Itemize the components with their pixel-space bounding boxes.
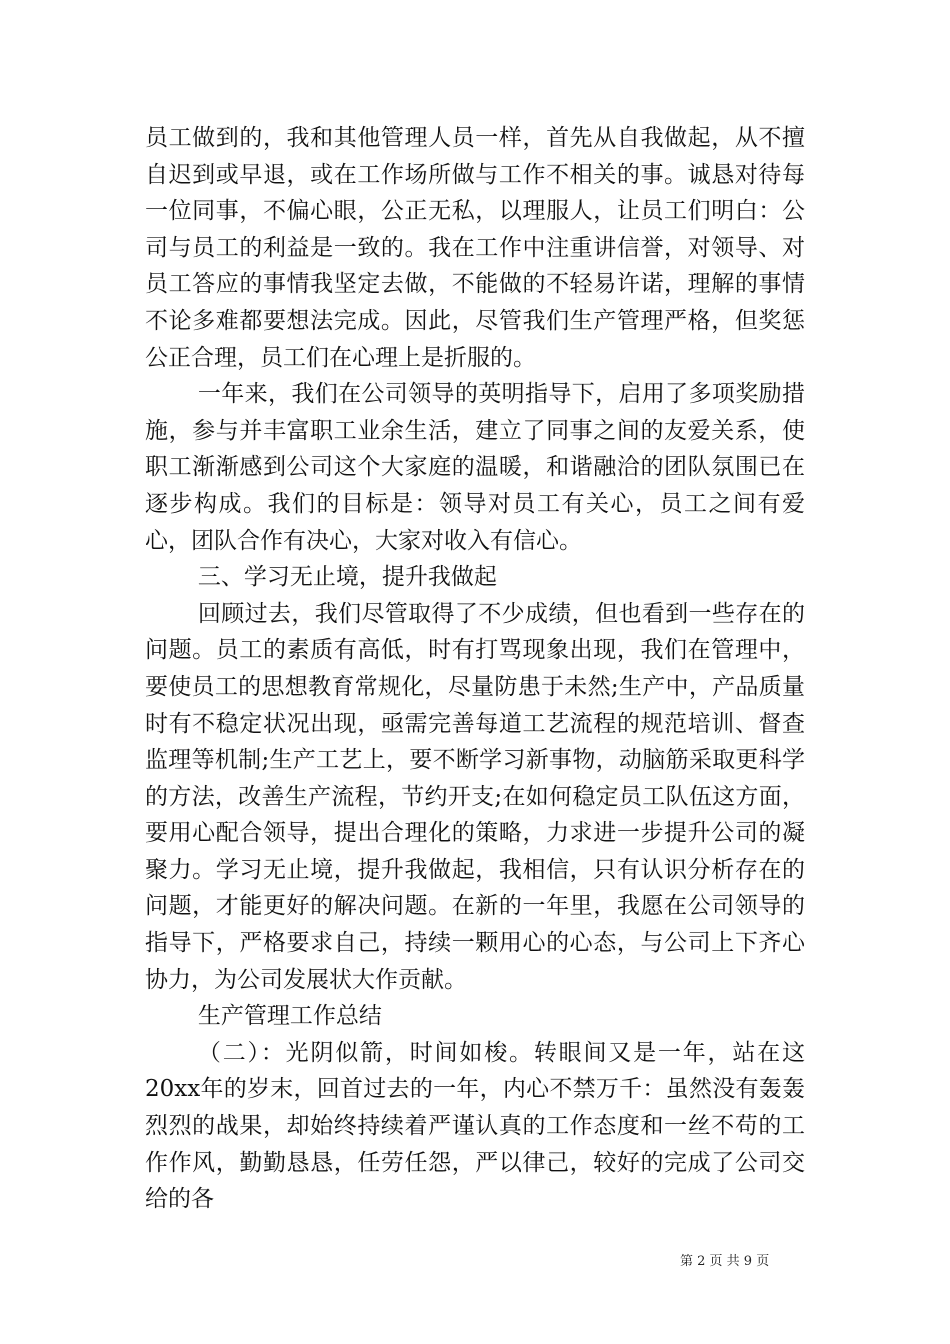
- paragraph-summary-two: （二）：光阴似箭，时间如梭。转眼间又是一年，站在这20xx年的岁末，回首过去的一年，内心不禁万千：虽然没有轰轰烈烈的战果，却始终持续着严谨认真的工作态度和一丝不苟的工作作风，勤勤恳恳，任劳任怨，严以律己，较好的完成了公司交给的各: [145, 1039, 805, 1213]
- section-heading-learning: 三、学习无止境，提升我做起: [197, 564, 497, 591]
- paragraph-review: 回顾过去，我们尽管取得了不少成绩，但也看到一些存在的问题。员工的素质有高低，时有打骂现象出现，我们在管理中，要使员工的思想教育常规化，尽量防患于未然;生产中，产品质量时有不稳定状况出现，亟需完善每道工艺流程的规范培训、督查监理等机制;生产工艺上，要不断学习新事物，动脑筋采取更科学的方法，改善生产流程，节约开支;在如何稳定员工队伍这方面，要用心配合领导，提出合理化的策略，力求进一步提升公司的凝聚力。学习无止境，提升我做起，我相信，只有认识分析存在的问题，才能更好的解决问题。在新的一年里，我愿在公司领导的指导下，严格要求自己，持续一颗用心的心态，与公司上下齐心协力，为公司发展状大作贡献。: [145, 600, 805, 993]
- section-title-summary: 生产管理工作总结: [197, 1003, 382, 1030]
- document-body: [145, 120, 805, 1218]
- paragraph-team-building: 一年来，我们在公司领导的英明指导下，启用了多项奖励措施，参与并丰富职工业余生活，建立了同事之间的友爱关系，使职工渐渐感到公司这个大家庭的温暖，和谐融洽的团队氛围已在逐步构成。我们的目标是：领导对员工有关心，员工之间有爱心，团队合作有决心，大家对收入有信心。: [145, 381, 805, 554]
- paragraph-continuation: 员工做到的，我和其他管理人员一样，首先从自我做起，从不擅自迟到或早退，或在工作场所做与工作不相关的事。诚恳对待每一位同事，不偏心眼，公正无私，以理服人，让员工们明白：公司与员工的利益是一致的。我在工作中注重讲信誉，对领导、对员工答应的事情我坚定去做，不能做的不轻易许诺，理解的事情不论多难都要想法完成。因此，尽管我们生产管理严格，但奖惩公正合理，员工们在心理上是折服的。: [145, 125, 805, 371]
- page-number-footer: 第 2 页 共 9 页: [680, 1254, 770, 1269]
